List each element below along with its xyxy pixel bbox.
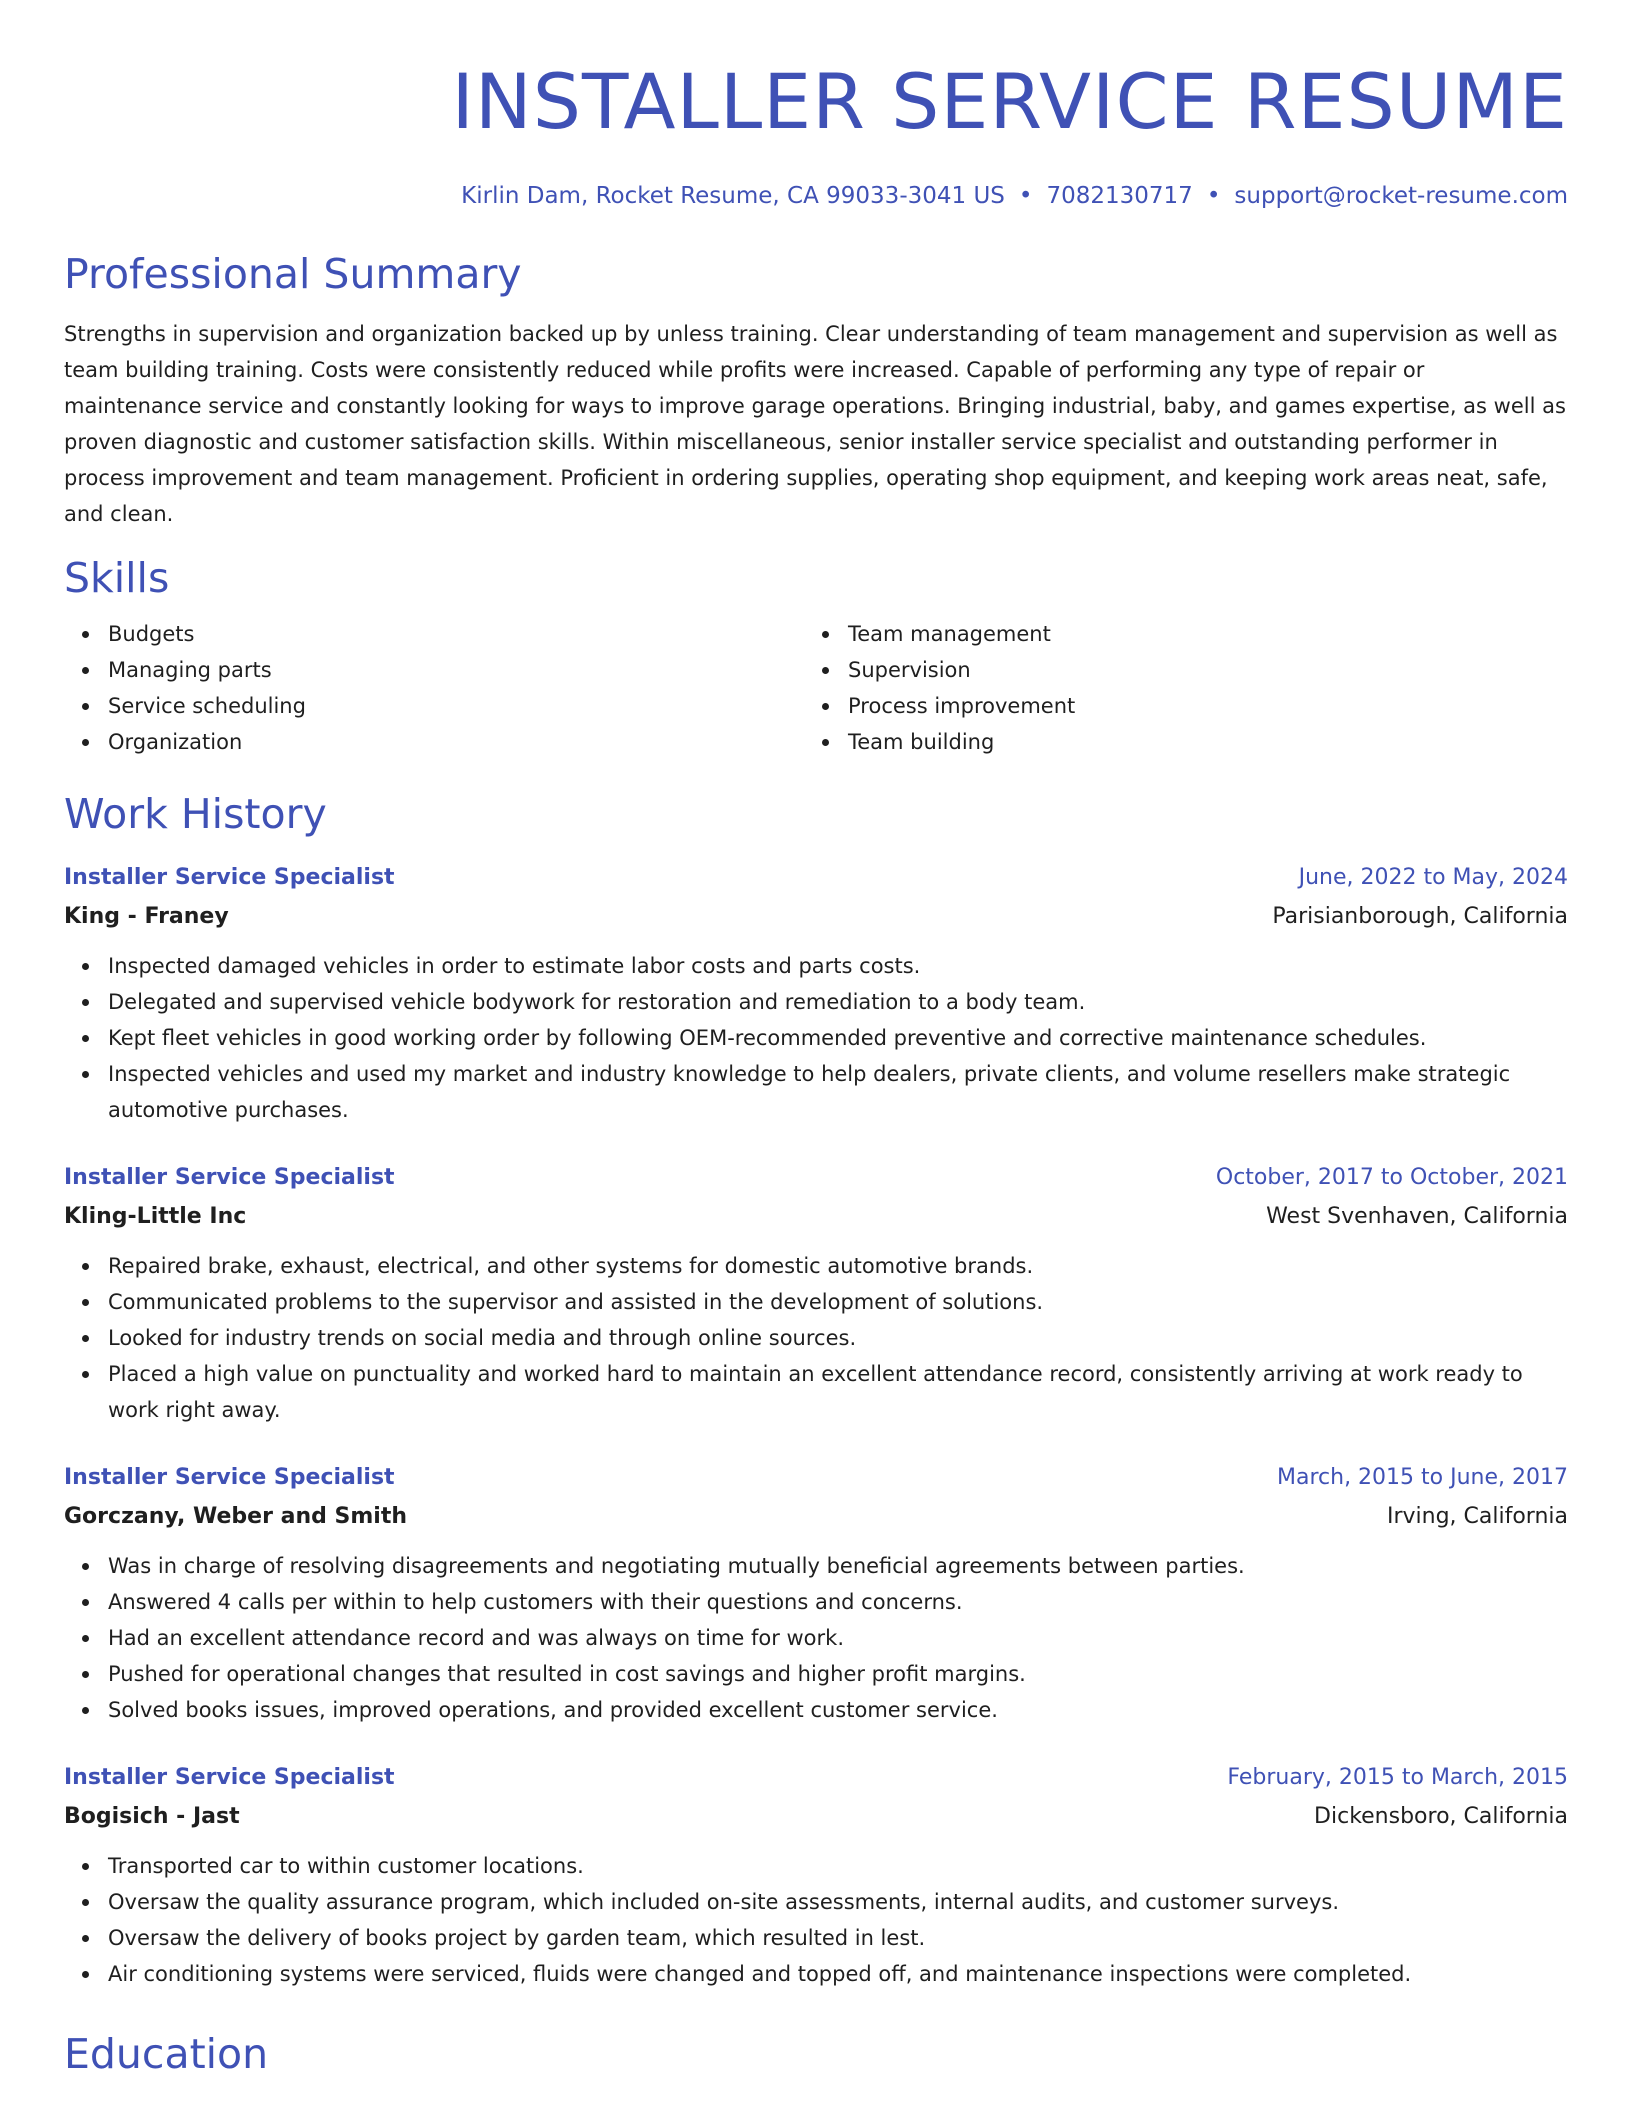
work-history-heading: Work History [64,790,327,838]
job-bullets [64,1548,1568,1728]
job-title-row [64,858,1568,898]
summary-heading: Professional Summary [64,250,522,298]
skills-list [64,616,1568,760]
job-title: Installer Service Specialist [64,1165,395,1190]
skill-item: Supervision [848,652,1544,688]
job-location: West Svenhaven, California [1266,1204,1568,1229]
job-company: Gorczany, Weber and Smith [64,1504,408,1529]
summary-section [64,246,1568,532]
skill-item: Team management [848,616,1544,652]
job-bullet: Inspected damaged vehicles in order to estimate labor costs and parts costs. [108,948,1568,984]
job-location: Parisianborough, California [1272,904,1568,929]
skill-item: Managing parts [108,652,804,688]
job-bullet: Looked for industry trends on social media and through online sources. [108,1320,1568,1356]
skill-item: Budgets [108,616,804,652]
skill-item: Process improvement [848,688,1544,724]
job-title: Installer Service Specialist [64,865,395,890]
job-bullets [64,1848,1568,1992]
job-bullet: Had an excellent attendance record and was always on time for work. [108,1620,1568,1656]
job-bullet: Inspected vehicles and used my market and industry knowledge to help dealers, private clients, and volume resellers make strategic automotive purchases. [108,1056,1568,1128]
job-bullet: Was in charge of resolving disagreements and negotiating mutually beneficial agreements between parties. [108,1548,1568,1584]
job-dates: February, 2015 to March, 2015 [1227,1765,1568,1790]
job-company-row [64,1198,1568,1236]
job-bullets [64,948,1568,1128]
job-location: Irving, California [1386,1504,1568,1529]
job-bullets [64,1248,1568,1428]
job-title-row [64,1458,1568,1498]
job-entry [64,858,1568,1128]
job-title-row [64,1158,1568,1198]
job-bullet: Delegated and supervised vehicle bodywork for restoration and remediation to a body team. [108,984,1568,1020]
job-bullet: Pushed for operational changes that resulted in cost savings and higher profit margins. [108,1656,1568,1692]
job-bullet: Solved books issues, improved operations, and provided excellent customer service. [108,1692,1568,1728]
resume-header [64,0,1568,212]
job-dates: June, 2022 to May, 2024 [1298,865,1568,890]
job-bullet: Oversaw the quality assurance program, which included on-site assessments, internal audits, and customer surveys. [108,1884,1568,1920]
job-entry [64,1758,1568,1992]
skill-item: Team building [848,724,1544,760]
job-location: Dickensboro, California [1314,1804,1568,1829]
job-bullet: Answered 4 calls per within to help customers with their questions and concerns. [108,1584,1568,1620]
contact-line [64,180,1568,212]
contact-address: Kirlin Dam, Rocket Resume, CA 99033-3041 US [461,183,1005,209]
skill-item: Organization [108,724,804,760]
skills-column-left [64,616,804,760]
job-entry [64,1158,1568,1428]
education-section [64,2026,1568,2082]
job-company: Bogisich - Jast [64,1804,240,1829]
job-entry [64,1458,1568,1728]
job-bullet: Transported car to within customer locations. [108,1848,1568,1884]
job-dates: March, 2015 to June, 2017 [1277,1465,1568,1490]
education-heading: Education [64,2030,269,2078]
job-bullet: Kept fleet vehicles in good working order by following OEM-recommended preventive and corrective maintenance schedules. [108,1020,1568,1056]
skills-section [64,550,1568,760]
contact-separator: • [1018,183,1033,209]
job-title: Installer Service Specialist [64,1465,395,1490]
work-history-section [64,786,1568,1992]
summary-text: Strengths in supervision and organization backed up by unless training. Clear understanding of team management and supervision as well as team building training. Costs were consistently reduced while profits were increased. Capable of performing any type of repair or maintenance service and constantly looking for ways to improve garage operations. Bringing industrial, baby, and games expertise, as well as proven diagnostic and customer satisfaction skills. Within miscellaneous, senior installer service specialist and outstanding performer in process improvement and team management. Proficient in ordering supplies, operating shop equipment, and keeping work areas neat, safe, and clean. [64,322,1566,526]
job-company-row [64,1798,1568,1836]
job-company: Kling-Little Inc [64,1204,247,1229]
job-bullet: Repaired brake, exhaust, electrical, and other systems for domestic automotive brands. [108,1248,1568,1284]
job-title: Installer Service Specialist [64,1765,395,1790]
resume-title: INSTALLER SERVICE RESUME [451,57,1568,146]
skills-heading: Skills [64,554,170,602]
contact-email[interactable]: support@rocket-resume.com [1234,183,1568,209]
contact-phone[interactable]: 7082130717 [1046,183,1193,209]
skill-item: Service scheduling [108,688,804,724]
job-title-row [64,1758,1568,1798]
job-bullet: Air conditioning systems were serviced, fluids were changed and topped off, and maintenance inspections were completed. [108,1956,1568,1992]
job-bullet: Oversaw the delivery of books project by garden team, which resulted in lest. [108,1920,1568,1956]
job-bullet: Placed a high value on punctuality and worked hard to maintain an excellent attendance record, consistently arriving at work ready to work right away. [108,1356,1568,1428]
job-company: King - Franey [64,904,229,929]
job-company-row [64,898,1568,936]
skills-column-right [804,616,1544,760]
job-company-row [64,1498,1568,1536]
contact-separator: • [1206,183,1221,209]
job-bullet: Communicated problems to the supervisor and assisted in the development of solutions. [108,1284,1568,1320]
job-dates: October, 2017 to October, 2021 [1215,1165,1568,1190]
